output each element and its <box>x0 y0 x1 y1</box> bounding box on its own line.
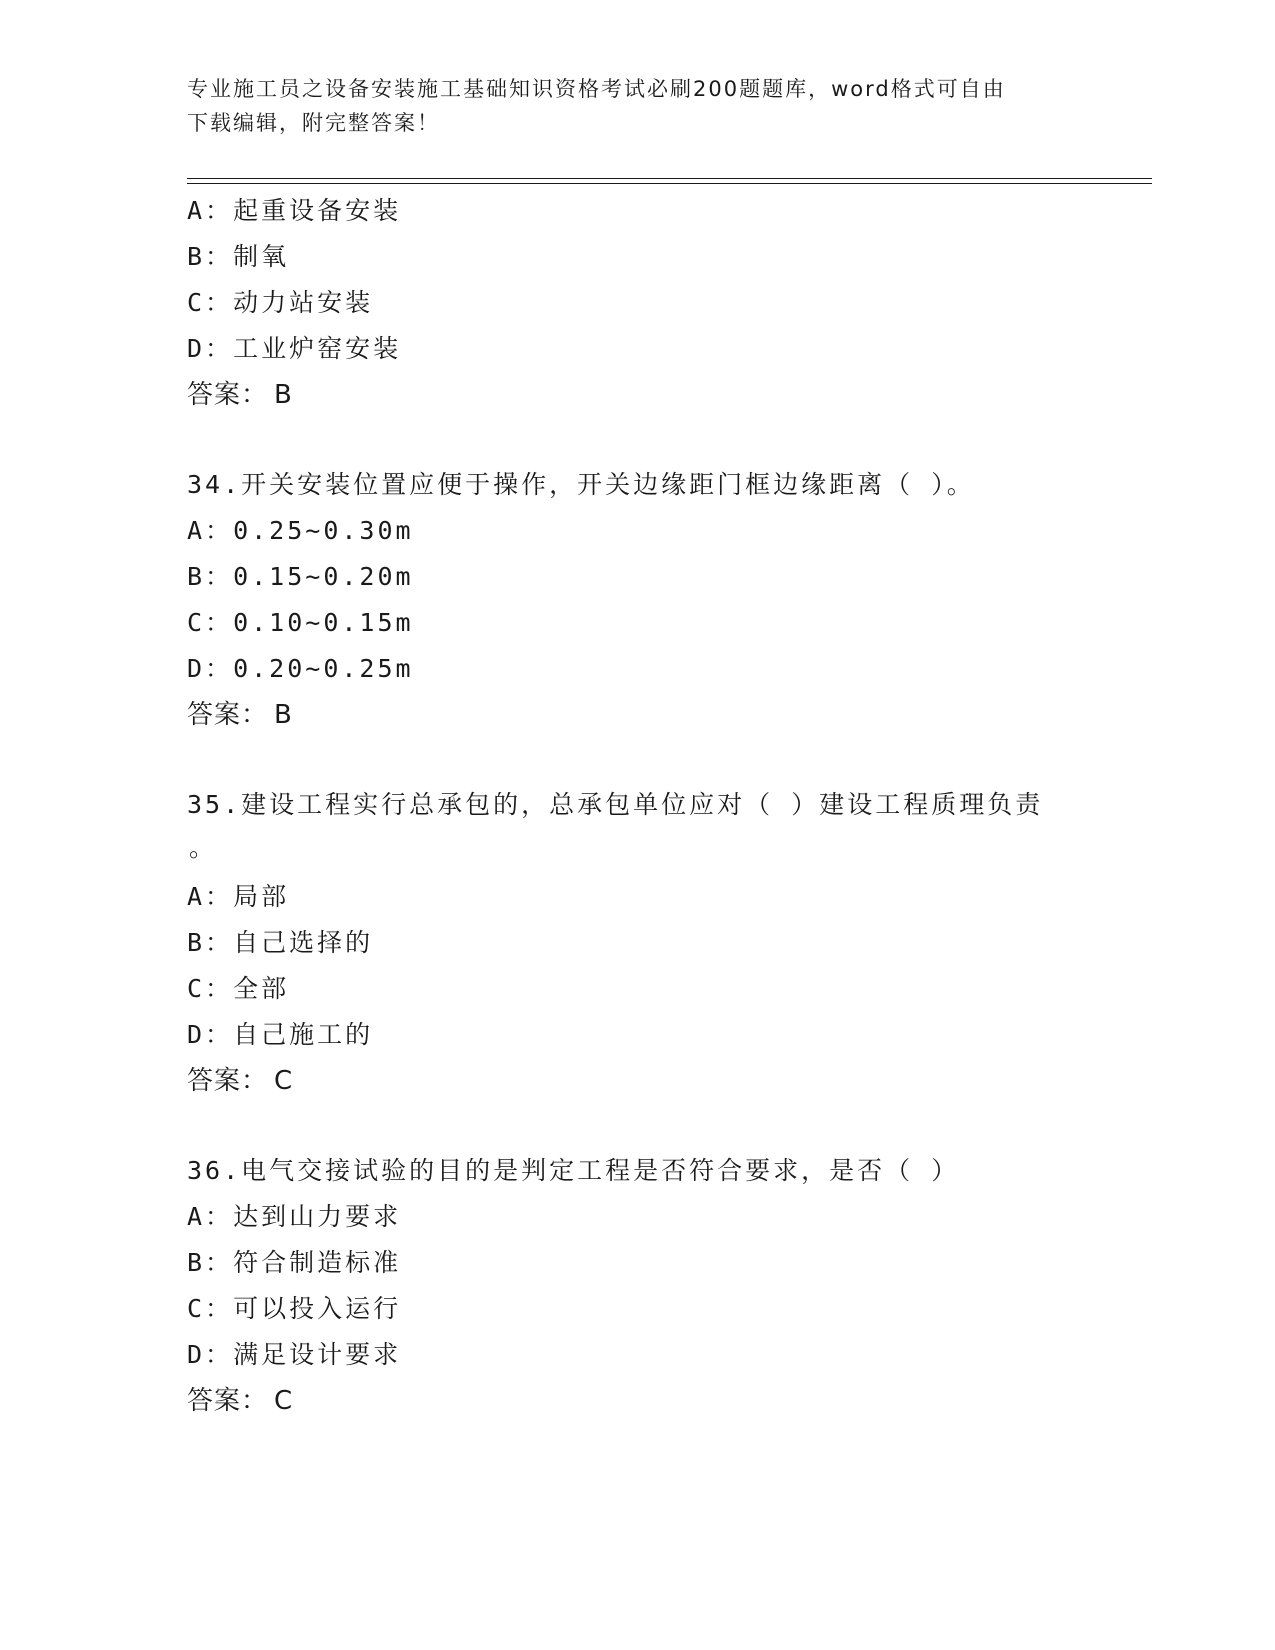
answer-label: 答案： <box>187 1066 269 1096</box>
answer-line <box>187 1378 1152 1424</box>
question-34 <box>187 462 1152 738</box>
answer-line <box>187 372 1152 418</box>
option-label: A： <box>187 882 234 911</box>
option-b <box>187 234 1152 280</box>
option-label: D： <box>187 334 234 363</box>
answer-label: 答案： <box>187 1386 269 1416</box>
option-text: 0.20~0.25m <box>233 654 414 683</box>
option-c <box>187 600 1152 646</box>
option-c <box>187 1286 1152 1332</box>
option-d <box>187 326 1152 372</box>
option-b <box>187 554 1152 600</box>
option-d <box>187 1012 1152 1058</box>
header-divider-bottom <box>187 183 1152 184</box>
question-text: 开关安装位置应便于操作，开关边缘距门框边缘距离（ ）。 <box>241 470 975 499</box>
option-label: A： <box>187 1202 234 1231</box>
option-text: 达到山力要求 <box>233 1202 402 1231</box>
answer-value: C <box>274 1386 294 1416</box>
spacer <box>187 738 1152 782</box>
answer-line <box>187 1058 1152 1104</box>
answer-label: 答案： <box>187 700 269 730</box>
answer-value: C <box>274 1066 294 1096</box>
option-label: C： <box>187 288 234 317</box>
option-b <box>187 1240 1152 1286</box>
option-a <box>187 508 1152 554</box>
answer-line <box>187 692 1152 738</box>
option-text: 全部 <box>233 974 290 1003</box>
option-label: A： <box>187 196 234 225</box>
option-label: B： <box>187 562 234 591</box>
option-text: 工业炉窑安装 <box>233 334 402 363</box>
header-divider-top <box>187 178 1152 179</box>
question-number: 34. <box>187 470 242 499</box>
document-header <box>187 72 1087 140</box>
option-d <box>187 1332 1152 1378</box>
spacer <box>187 1104 1152 1148</box>
option-text: 自己选择的 <box>233 928 374 957</box>
question-stem <box>187 782 1152 828</box>
option-d <box>187 646 1152 692</box>
answer-label: 答案： <box>187 380 269 410</box>
question-text: 建设工程实行总承包的，总承包单位应对（ ）建设工程质理负责 <box>241 790 1044 819</box>
question-stem-continuation: 。 <box>189 833 215 862</box>
option-text: 自己施工的 <box>233 1020 374 1049</box>
option-label: B： <box>187 1248 234 1277</box>
spacer <box>187 418 1152 462</box>
option-text: 制氧 <box>233 242 290 271</box>
option-text: 0.15~0.20m <box>233 562 414 591</box>
question-stem <box>187 1148 1152 1194</box>
option-b <box>187 920 1152 966</box>
option-text: 动力站安装 <box>233 288 374 317</box>
option-label: D： <box>187 654 234 683</box>
question-content <box>187 188 1152 1424</box>
option-text: 满足设计要求 <box>233 1340 402 1369</box>
question-block-continued <box>187 188 1152 418</box>
question-text: 电气交接试验的目的是判定工程是否符合要求，是否（ ） <box>241 1156 960 1185</box>
option-text: 0.25~0.30m <box>233 516 414 545</box>
option-a <box>187 874 1152 920</box>
option-text: 可以投入运行 <box>233 1294 402 1323</box>
option-label: A： <box>187 516 234 545</box>
option-text: 0.10~0.15m <box>233 608 414 637</box>
option-label: C： <box>187 974 234 1003</box>
question-35 <box>187 782 1152 1104</box>
option-label: C： <box>187 1294 234 1323</box>
question-36 <box>187 1148 1152 1424</box>
option-label: C： <box>187 608 234 637</box>
header-line-1: 专业施工员之设备安装施工基础知识资格考试必刷200题题库，word格式可自由 <box>187 77 1006 101</box>
answer-value: B <box>274 380 293 410</box>
option-label: D： <box>187 1020 234 1049</box>
option-c <box>187 966 1152 1012</box>
option-a <box>187 188 1152 234</box>
option-text: 符合制造标准 <box>233 1248 402 1277</box>
option-a <box>187 1194 1152 1240</box>
header-line-2: 下载编辑，附完整答案！ <box>187 111 440 135</box>
option-label: B： <box>187 928 234 957</box>
question-stem <box>187 462 1152 508</box>
question-number: 36. <box>187 1156 242 1185</box>
option-label: B： <box>187 242 234 271</box>
option-text: 起重设备安装 <box>233 196 402 225</box>
option-label: D： <box>187 1340 234 1369</box>
answer-value: B <box>274 700 293 730</box>
option-c <box>187 280 1152 326</box>
question-number: 35. <box>187 790 242 819</box>
option-text: 局部 <box>233 882 290 911</box>
